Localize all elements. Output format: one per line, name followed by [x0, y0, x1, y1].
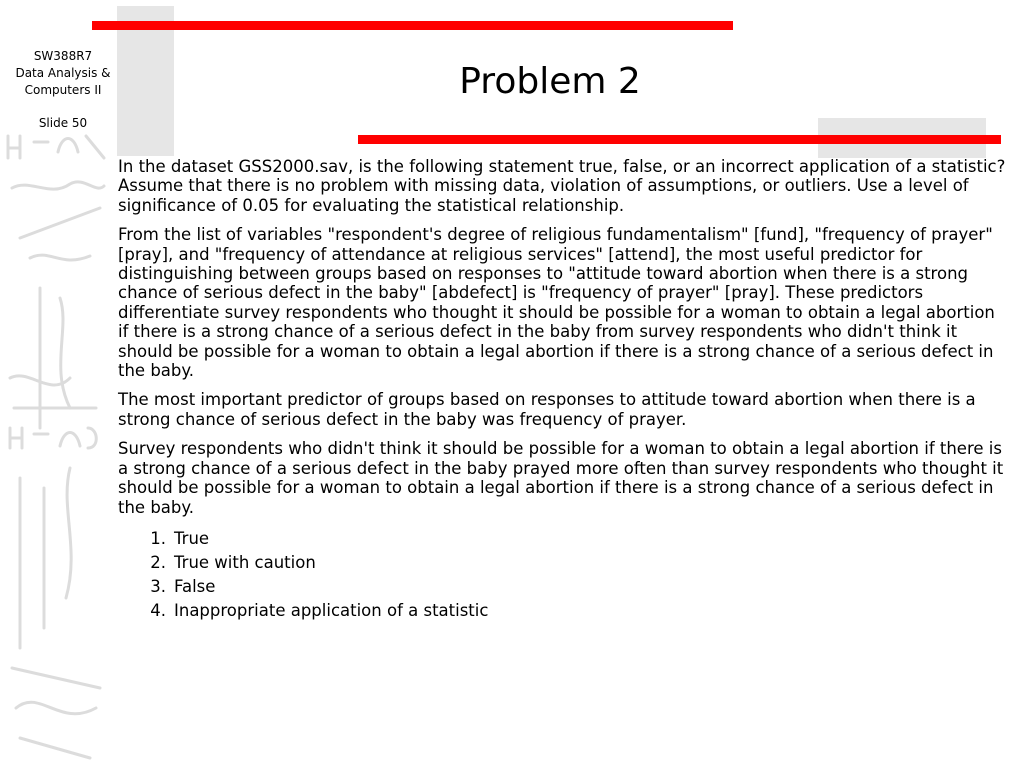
- decorative-red-line-middle: [358, 135, 1001, 144]
- course-label: [0, 48, 126, 99]
- option-number: 1.: [150, 528, 166, 548]
- option-number: 3.: [150, 576, 166, 596]
- statement-paragraph-2: The most important predictor of groups based on responses to attitude toward abortion when there is a strong chance of serious defect in the baby was frequency of prayer.: [118, 390, 976, 429]
- formula-watermark: [0, 128, 112, 768]
- answer-option: [118, 551, 1008, 575]
- option-number: 4.: [150, 600, 166, 620]
- decorative-red-line-top: [92, 21, 733, 30]
- answer-option: [118, 599, 1008, 623]
- answer-option: [118, 575, 1008, 599]
- option-text: True with caution: [174, 552, 316, 572]
- answer-options: [118, 527, 1008, 623]
- slide-body: [118, 157, 1008, 623]
- option-text: False: [174, 576, 216, 596]
- option-text: True: [174, 528, 210, 548]
- slide-number: Slide 50: [38, 116, 88, 130]
- option-number: 2.: [150, 552, 166, 572]
- slide-title: Problem 2: [459, 61, 641, 102]
- statement-paragraph-3: Survey respondents who didn't think it should be possible for a woman to obtain a legal abortion if there is a strong chance of a serious defect in the baby prayed more often than survey respondents who thought it should be possible for a woman to obtain a legal abortion if there is a strong chance of a serious defect in the baby.: [118, 439, 1004, 517]
- option-text: Inappropriate application of a statistic: [174, 600, 489, 620]
- answer-option: [118, 527, 1008, 551]
- statement-paragraph-1: From the list of variables "respondent's degree of religious fundamentalism" [fund], "frequency of prayer" [pray], and "frequency of attendance at religious services" [attend], the most useful predictor for distinguishing between groups based on responses to "attitude toward abortion when there is a strong chance of serious defect in the baby" [abdefect] is "frequency of prayer" [pray]. These predictors differentiate survey respondents who thought it should be possible for a woman to obtain a legal abortion if there is a strong chance of a serious defect in the baby from survey respondents who didn't think it should be possible for a woman to obtain a legal abortion if there is a strong chance of a serious defect in the baby.: [118, 225, 995, 381]
- course-code: SW388R7: [33, 49, 93, 63]
- course-name-line1: Data Analysis &: [15, 66, 111, 80]
- course-name-line2: Computers II: [24, 83, 102, 97]
- question-intro: In the dataset GSS2000.sav, is the following statement true, false, or an incorrect application of a statistic? Assume that there is no problem with missing data, violation of assumptions, or outliers. Use a level of significance of 0.05 for evaluating the statistical relationship.: [118, 157, 1006, 215]
